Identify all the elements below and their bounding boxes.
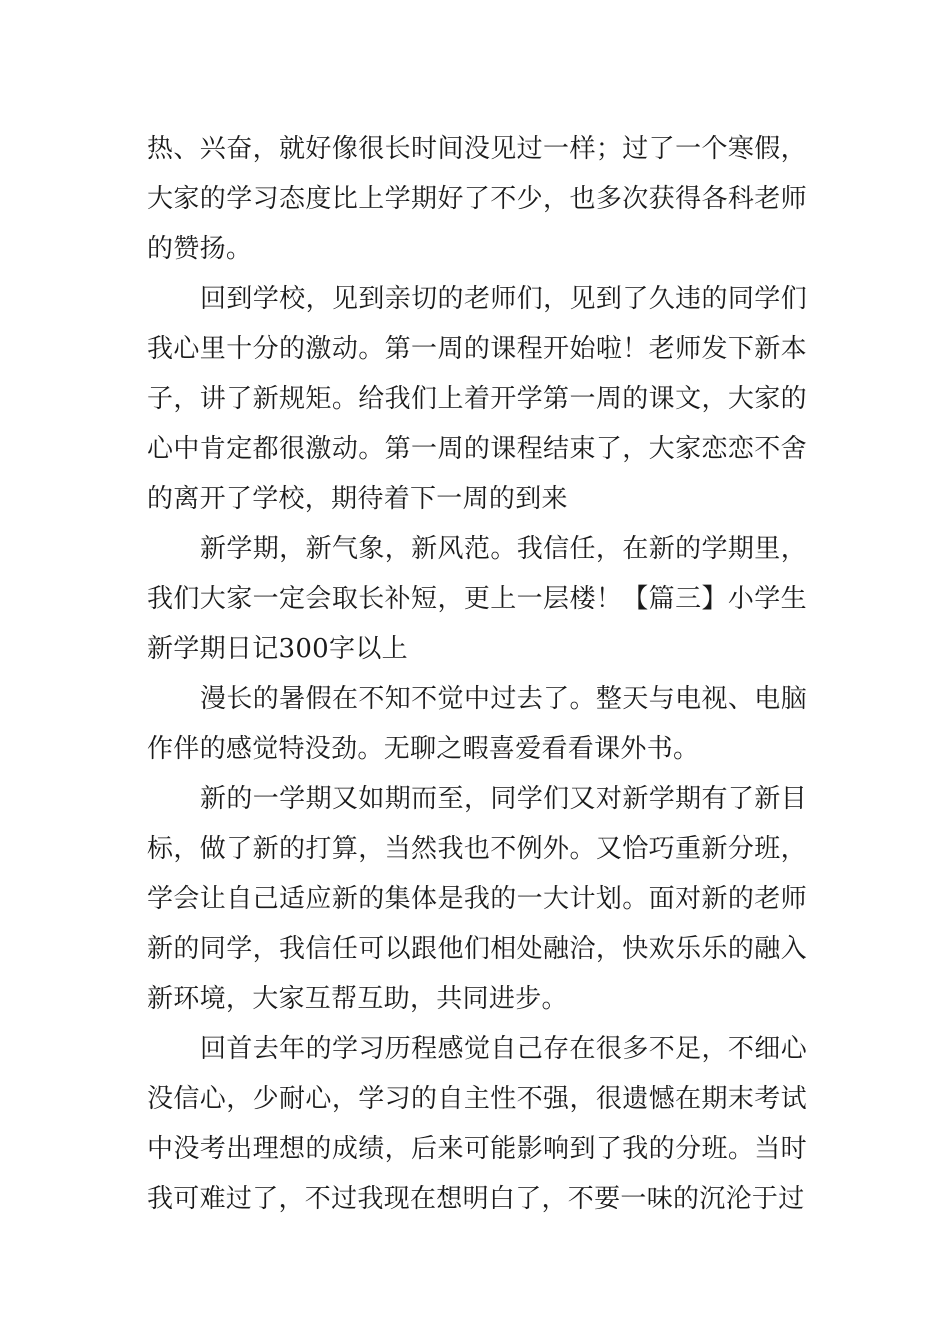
paragraph-6: 回首去年的学习历程感觉自己存在很多不足，不细心没信心，少耐心，学习的自主性不强，很遗憾在期末考试中没考出理想的成绩，后来可能影响到了我的分班。当时我可难过了，不过我现在想明白了，不要一味的沉沦于过 (147, 1034, 807, 1214)
paragraph-1: 热、兴奋，就好像很长时间没见过一样；过了一个寒假，大家的学习态度比上学期好了不少，也多次获得各科老师的赞扬。 (147, 134, 807, 264)
paragraph-4: 漫长的暑假在不知不觉中过去了。整天与电视、电脑作伴的感觉特没劲。无聊之暇喜爱看看课外书。 (147, 684, 807, 764)
paragraph-3: 新学期，新气象，新风范。我信任，在新的学期里，我们大家一定会取长补短，更上一层楼！【篇三】小学生新学期日记300字以上 (147, 534, 807, 664)
body-text (147, 124, 807, 1224)
paragraph-5: 新的一学期又如期而至，同学们又对新学期有了新目标，做了新的打算，当然我也不例外。又恰巧重新分班，学会让自己适应新的集体是我的一大计划。面对新的老师新的同学，我信任可以跟他们相处融洽，快欢乐乐的融入新环境，大家互帮互助，共同进步。 (147, 784, 807, 1014)
paragraph-2: 回到学校，见到亲切的老师们，见到了久违的同学们我心里十分的激动。第一周的课程开始啦！老师发下新本子，讲了新规矩。给我们上着开学第一周的课文，大家的心中肯定都很激动。第一周的课程结束了，大家恋恋不舍的离开了学校，期待着下一周的到来 (147, 284, 807, 514)
